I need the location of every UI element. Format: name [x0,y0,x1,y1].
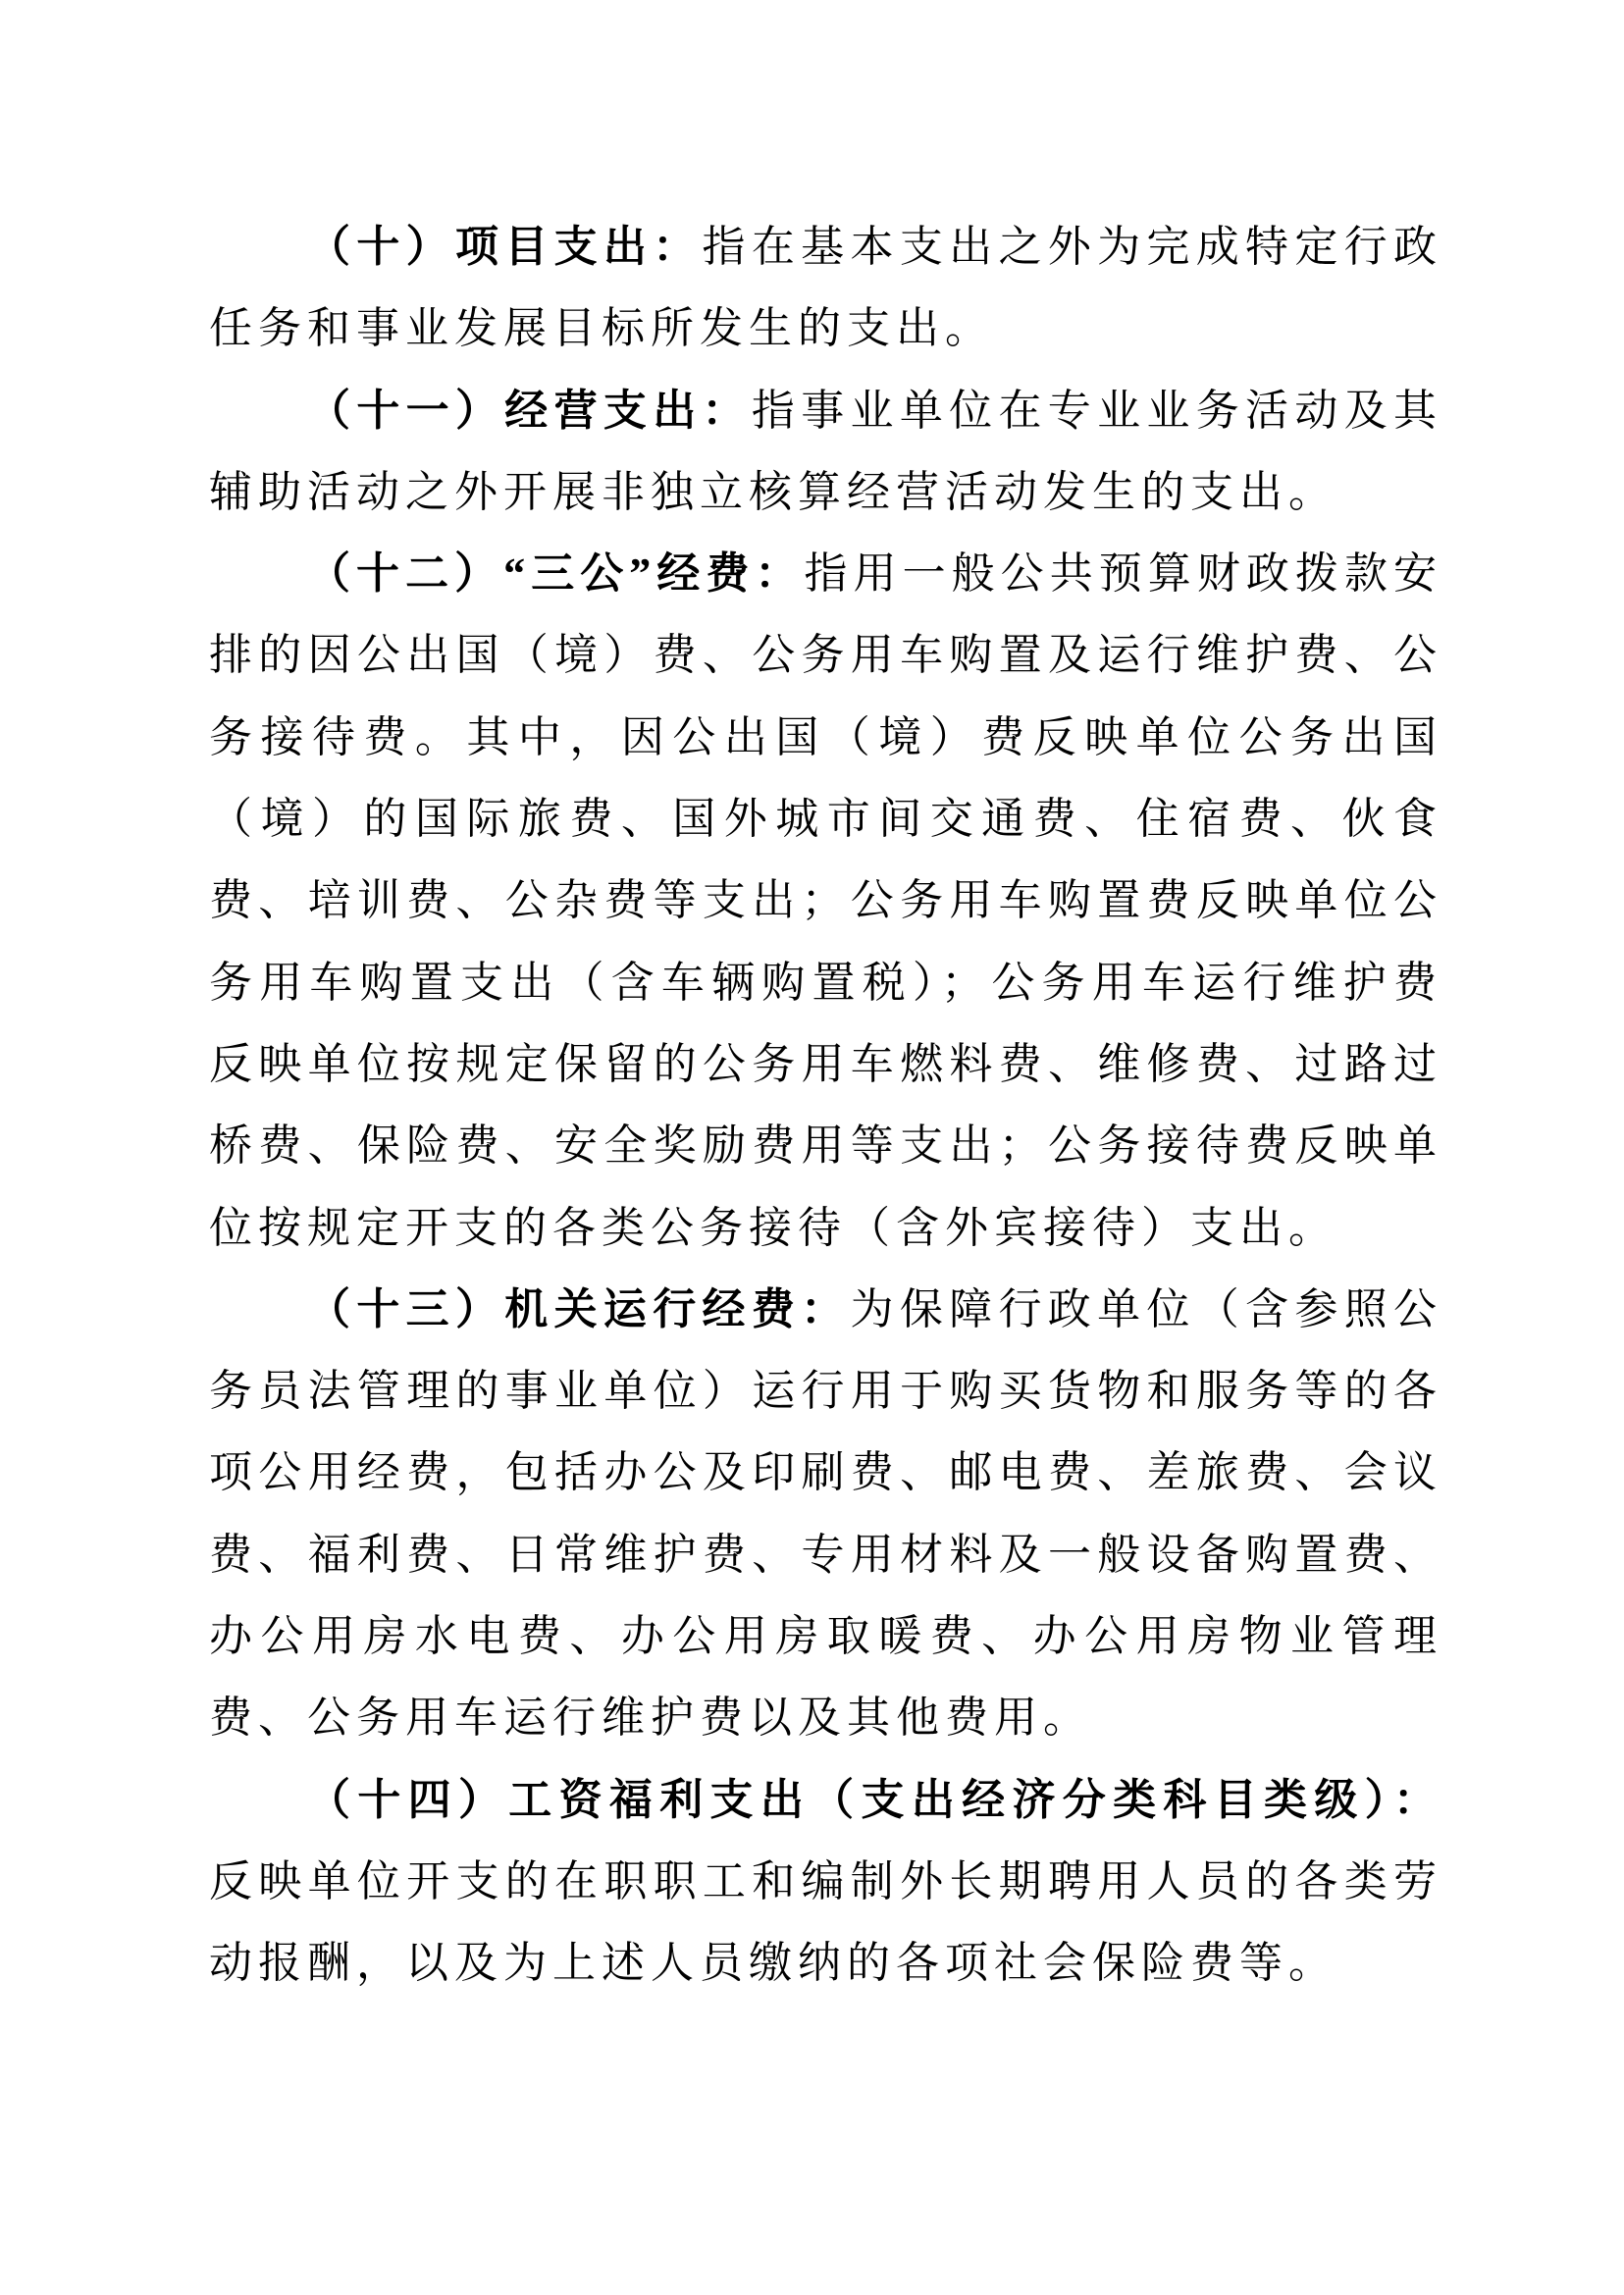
term-label: （十）项目支出： [307,223,703,271]
term-label: （十三）机关运行经费： [307,1284,851,1333]
term-label: （十四）工资福利支出（支出经济分类科目类级）： [307,1775,1442,1824]
body-text: 反映单位开支的在职职工和编制外长期聘用人员的各类劳动报酬，以及为上述人员缴纳的各项社会保险费等。 [209,1856,1442,1988]
body-text: 指在基本支出之外为完成特定行政任务和事业发展目标所发生的支出。 [209,223,1443,353]
body-text: 指事业单位在专业业务活动及其辅助活动之外开展非独立核算经营活动发生的支出。 [209,386,1443,516]
paragraph-item-13 [209,1269,1442,1759]
paragraph-item-12 [209,533,1442,1269]
body-text: 指用一般公共预算财政拨款安排的因公出国（境）费、公务用车购置及运行维护费、公务接待费。其中，因公出国（境）费反映单位公务出国（境）的国际旅费、国外城市间交通费、住宿费、伙食费、培训费、公杂费等支出；公务用车购置费反映单位公务用车购置支出（含车辆购置税）；公务用车运行维护费反映单位按规定保留的公务用车燃料费、维修费、过路过桥费、保险费、安全奖励费用等支出；公务接待费反映单位按规定开支的各类公务接待（含外宾接待）支出。 [209,549,1443,1252]
paragraph-item-10 [209,206,1442,370]
term-label: （十二）“三公”经费： [307,549,805,599]
body-text: 为保障行政单位（含参照公务员法管理的事业单位）运行用于购买货物和服务等的各项公用经费，包括办公及印刷费、邮电费、差旅费、会议费、福利费、日常维护费、专用材料及一般设备购置费、办公用房水电费、办公用房取暖费、办公用房物业管理费、公务用车运行维护费以及其他费用。 [209,1284,1442,1743]
term-label: （十一）经营支出： [307,386,752,435]
paragraph-item-14 [209,1759,1442,2005]
page-content [209,206,1442,2005]
paragraph-item-11 [209,370,1442,534]
